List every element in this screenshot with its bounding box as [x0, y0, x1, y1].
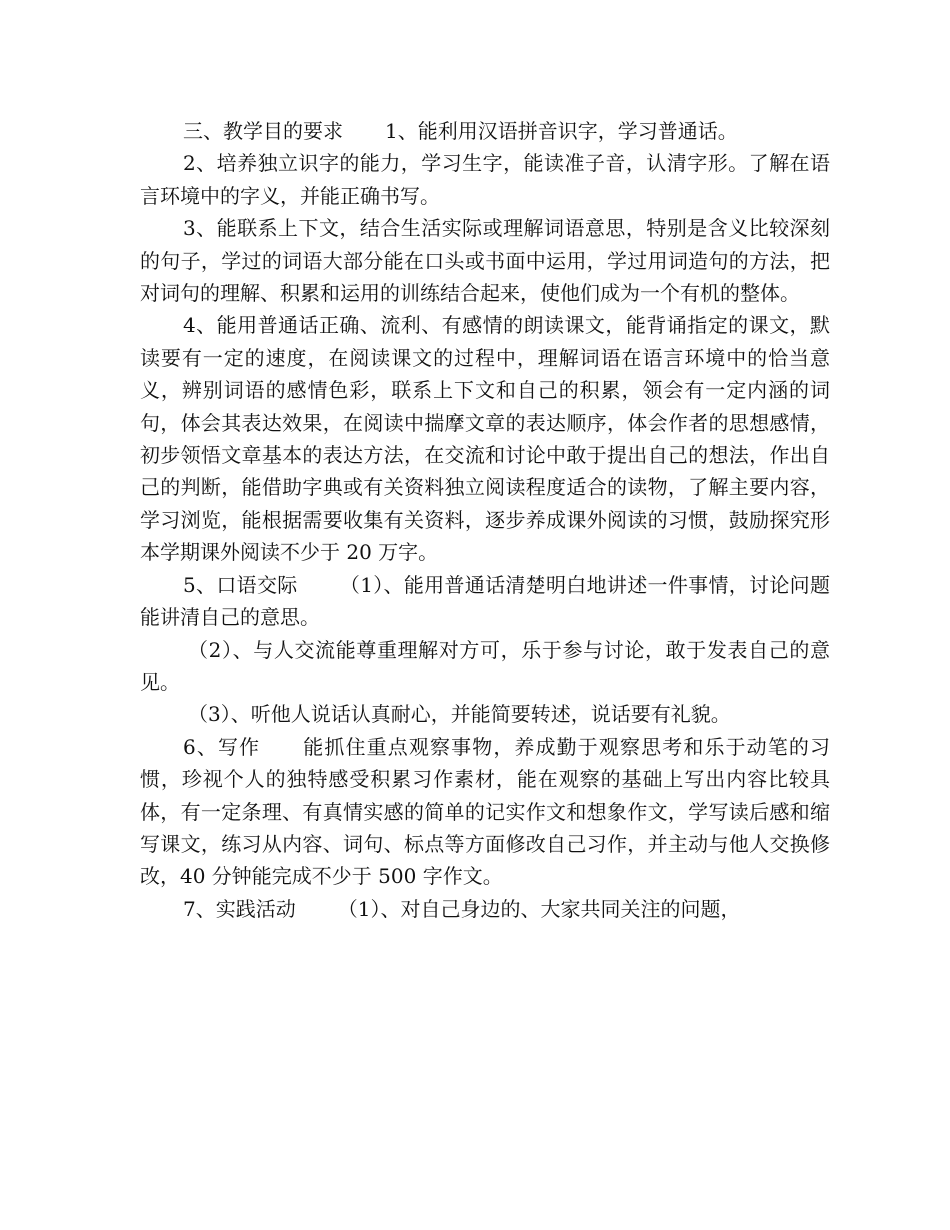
- paragraph-oral-sub-3: [140, 698, 830, 730]
- paragraph-text: 3、能联系上下文，结合生活实际或理解词语意思，特别是含义比较深刻的句子，学过的词语大部分能在口头或书面中运用，学过用词造句的方法，把对词句的理解、积累和运用的训练结合起来，使他们成为一个有机的整体。: [140, 216, 830, 306]
- paragraph-item-3: [140, 212, 830, 309]
- paragraph-item-2: [140, 147, 830, 212]
- paragraph-item-4: [140, 309, 830, 568]
- section-heading: 6、写作: [183, 734, 261, 759]
- paragraph-writing: [140, 731, 830, 893]
- paragraph-text: （1）、能用普通话清楚明白地讲述一件事情，讨论问题能讲清自己的意思。: [140, 572, 830, 630]
- document-body: [140, 115, 830, 925]
- section-heading: 7、实践活动: [183, 896, 296, 921]
- paragraph-practice: [140, 893, 830, 925]
- paragraph-text: 2、培养独立识字的能力，学习生字，能读准子音，认清字形。了解在语言环境中的字义，并能正确书写。: [140, 151, 830, 208]
- paragraph-oral-communication: [140, 569, 830, 634]
- section-heading: 5、口语交际: [183, 572, 298, 597]
- paragraph-oral-sub-2: [140, 634, 830, 699]
- paragraph-text: 4、能用普通话正确、流利、有感情的朗读课文，能背诵指定的课文，默读要有一定的速度，在阅读课文的过程中，理解词语在语言环境中的恰当意义，辨别词语的感情色彩，联系上下文和自己的积累，领会有一定内涵的词句，体会其表达效果，在阅读中揣摩文章的表达顺序，体会作者的思想感情，初步领悟文章基本的表达方法，在交流和讨论中敢于提出自己的想法，作出自己的判断，能借助字典或有关资料独立阅读程度适合的读物，了解主要内容，学习浏览，能根据需要收集有关资料，逐步养成课外阅读的习惯，鼓励探究形本学期课外阅读不少于 20 万字。: [140, 313, 830, 565]
- paragraph-text: （3）、听他人说话认真耐心，并能简要转述，说话要有礼貌。: [188, 702, 731, 727]
- paragraph-text: （2）、与人交流能尊重理解对方可，乐于参与讨论，敢于发表自己的意见。: [140, 637, 830, 694]
- paragraph-text: （1）、对自己身边的、大家共同关注的问题，: [337, 896, 741, 921]
- paragraph-text: 能抓住重点观察事物，养成勤于观察思考和乐于动笔的习惯，珍视个人的独特感受积累习作素材，能在观察的基础上写出内容比较具体，有一定条理、有真情实感的简单的记实作文和想象作文，学写读后感和缩写课文，练习从内容、词句、标点等方面修改自己习作，并主动与他人交换修改，40 分钟能完成不少于 500 字作文。: [140, 734, 831, 889]
- paragraph-text: 1、能利用汉语拼音识字，学习普通话。: [385, 119, 738, 143]
- section-heading: 三、教学目的要求: [183, 119, 343, 143]
- paragraph-teaching-goals: [140, 115, 830, 147]
